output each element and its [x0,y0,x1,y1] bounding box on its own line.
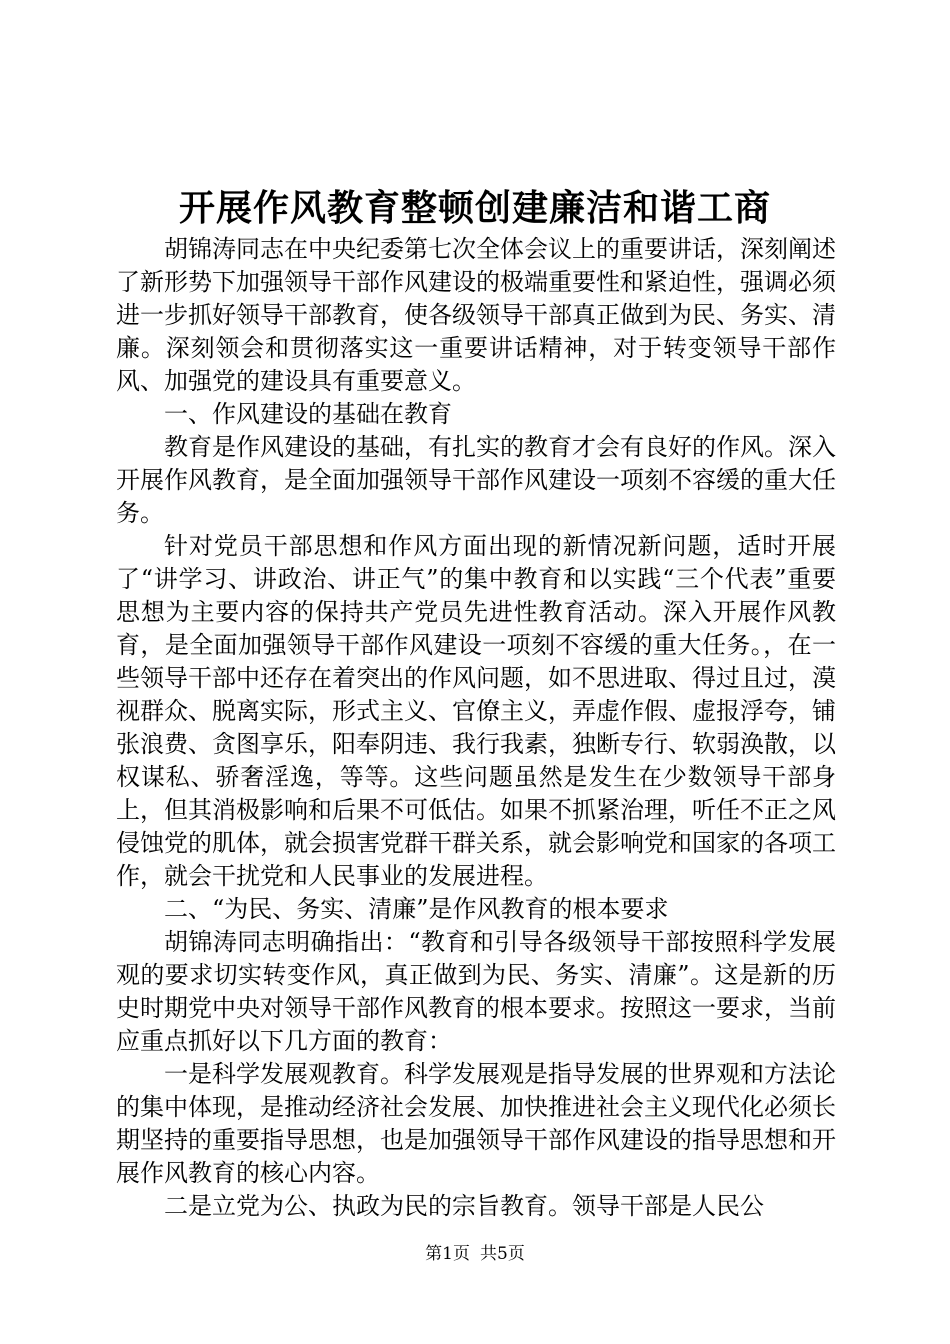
paragraph-issues: 针对党员干部思想和作风方面出现的新情况新问题，适时开展了“讲学习、讲政治、讲正气”的集中教育和以实践“三个代表”重要思想为主要内容的保持共产党员先进性教育活动。深入开展作风教育，是全面加强领导干部作风建设一项刻不容缓的重大任务。，在一些领导干部中还存在着突出的作风问题，如不思进取、得过且过，漠视群众、脱离实际，形式主义、官僚主义，弄虚作假、虚报浮夸，铺张浪费、贪图享乐，阳奉阴违、我行我素，独断专行、软弱涣散，以权谋私、骄奢淫逸，等等。这些问题虽然是发生在少数领导干部身上，但其消极影响和后果不可低估。如果不抓紧治理，听任不正之风侵蚀党的肌体，就会损害党群干群关系，就会影响党和国家的各项工作，就会干扰党和人民事业的发展进程。 [116,532,836,890]
paragraph-education-basis: 教育是作风建设的基础，有扎实的教育才会有良好的作风。深入开展作风教育，是全面加强领导干部作风建设一项刻不容缓的重大任务。 [116,433,836,527]
paragraph-intro: 胡锦涛同志在中央纪委第七次全体会议上的重要讲话，深刻阐述了新形势下加强领导干部作风建设的极端重要性和紧迫性，强调必须进一步抓好领导干部教育，使各级领导干部真正做到为民、务实、清廉。深刻领会和贯彻落实这一重要讲话精神，对于转变领导干部作风、加强党的建设具有重要意义。 [116,235,836,395]
document-title: 开展作风教育整顿创建廉洁和谐工商 [178,187,771,229]
page-footer [0,1243,950,1265]
paragraph-point-1: 一是科学发展观教育。科学发展观是指导发展的世界观和方法论的集中体现，是推动经济社会发展、加快推进社会主义现代化必须长期坚持的重要指导思想，也是加强领导干部作风建设的指导思想和开展作风教育的核心内容。 [116,1060,836,1187]
paragraph-point-2: 二是立党为公、执政为民的宗旨教育。领导干部是人民公 [164,1192,764,1220]
page-number: 第1页 [425,1244,470,1264]
section-heading-1: 一、作风建设的基础在教育 [164,400,452,428]
section-heading-2: 二、“为民、务实、清廉”是作风教育的根本要求 [164,895,669,923]
paragraph-requirements: 胡锦涛同志明确指出：“教育和引导各级领导干部按照科学发展观的要求切实转变作风，真正做到为民、务实、清廉”。这是新的历史时期党中央对领导干部作风教育的根本要求。按照这一要求，当前应重点抓好以下几方面的教育： [116,928,836,1055]
document-body [116,233,836,1223]
page-total: 共5页 [480,1244,525,1264]
